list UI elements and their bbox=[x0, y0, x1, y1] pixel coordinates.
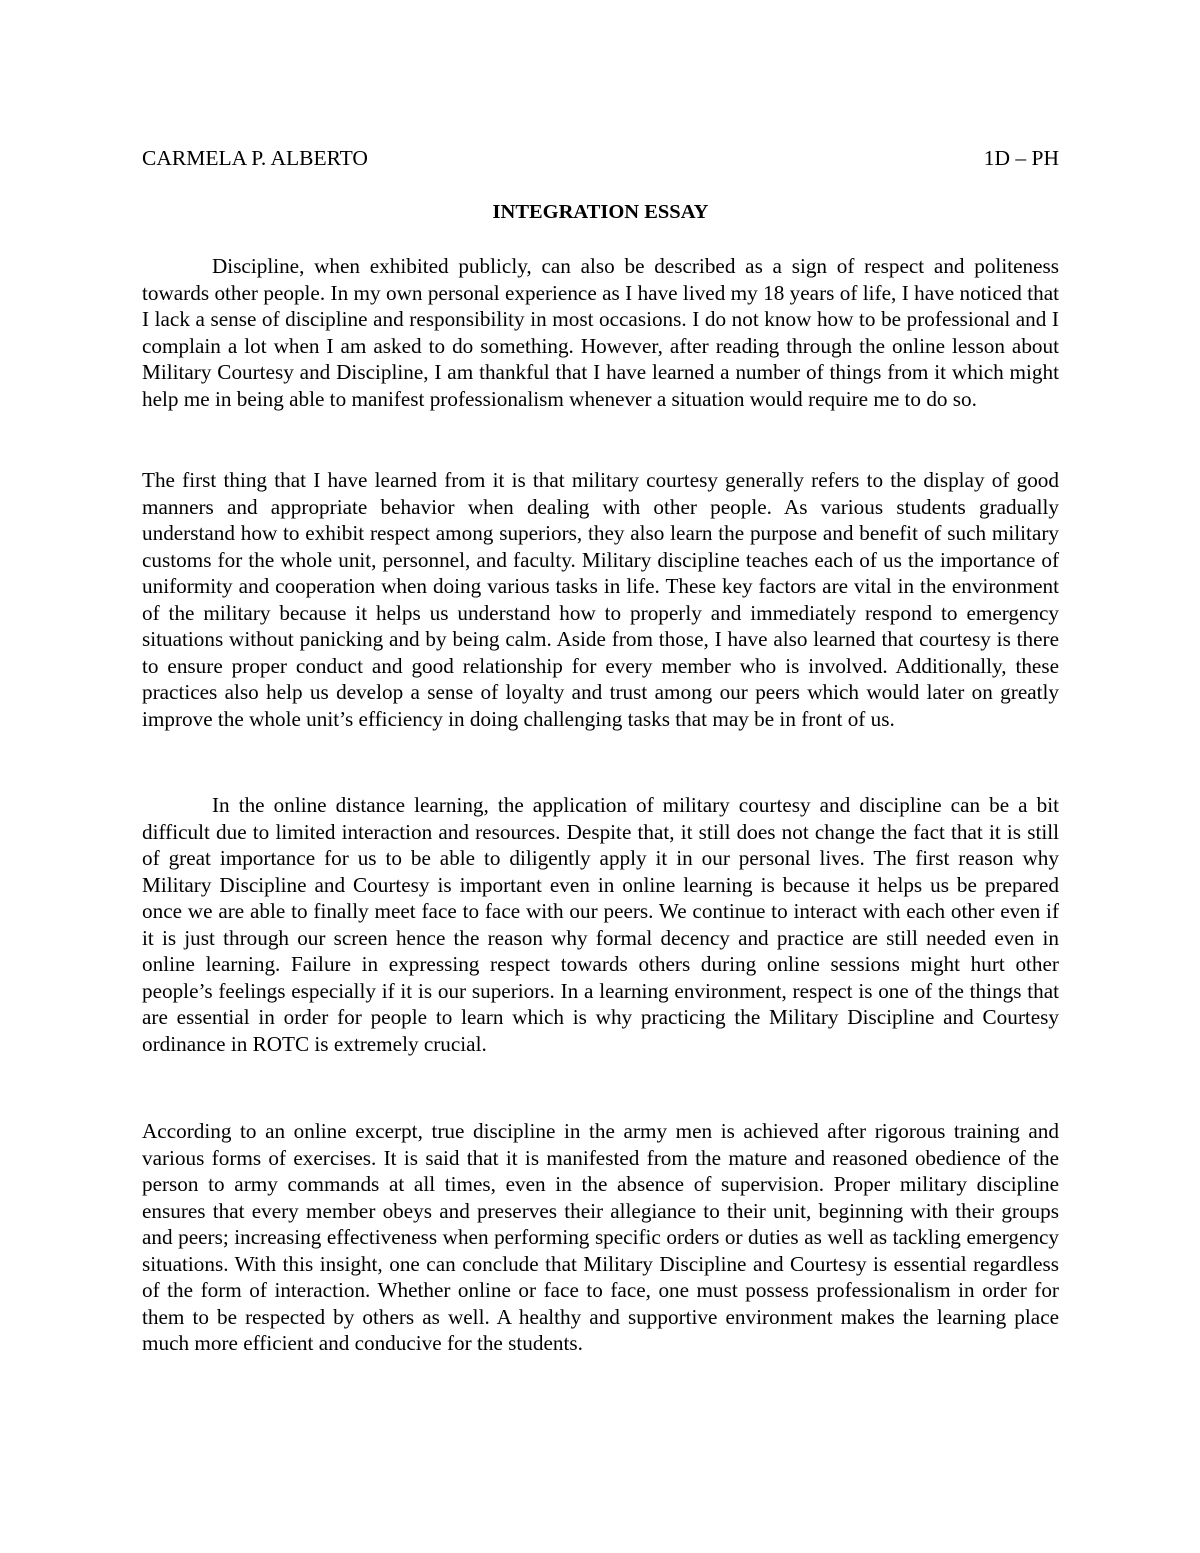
section-code: 1D – PH bbox=[983, 146, 1059, 170]
essay-paragraph-3: In the online distance learning, the application of military courtesy and discipline can be a bit difficult due to limited interaction and resources. Despite that, it still does not change the fact that it is still of great importance for us to be able to diligently apply it in our personal lives. The first reason why Military Discipline and Courtesy is important even in online learning is because it helps us be prepared once we are able to finally meet face to face with our peers. We continue to interact with each other even if it is just through our screen hence the reason why formal decency and practice are still needed even in online learning. Failure in expressing respect towards others during online sessions might hurt other people’s feelings especially if it is our superiors. In a learning environment, respect is one of the things that are essential in order for people to learn which is why practicing the Military Discipline and Courtesy ordinance in ROTC is extremely crucial. bbox=[142, 793, 1059, 1056]
essay-paragraph-4: According to an online excerpt, true discipline in the army men is achieved after rigorous training and various forms of exercises. It is said that it is manifested from the mature and reasoned obedience of the person to army commands at all times, even in the absence of supervision. Proper military discipline ensures that every member obeys and preserves their allegiance to their unit, beginning with their groups and peers; increasing effectiveness when performing specific orders or duties as well as tackling emergency situations. With this insight, one can conclude that Military Discipline and Courtesy is essential regardless of the form of interaction. Whether online or face to face, one must possess professionalism in order for them to be respected by others as well. A healthy and supportive environment makes the learning place much more efficient and conducive for the students. bbox=[142, 1119, 1059, 1355]
document-header bbox=[142, 143, 1059, 173]
essay-paragraph-1: Discipline, when exhibited publicly, can also be described as a sign of respect and politeness towards other people. In my own personal experience as I have lived my 18 years of life, I have noticed that I lack a sense of discipline and responsibility in most occasions. I do not know how to be professional and I complain a lot when I am asked to do something. However, after reading through the online lesson about Military Courtesy and Discipline, I am thankful that I have learned a number of things from it which might help me in being able to manifest professionalism whenever a situation would require me to do so. bbox=[142, 254, 1059, 411]
author-name: CARMELA P. ALBERTO bbox=[142, 146, 368, 170]
essay-title: INTEGRATION ESSAY bbox=[492, 201, 709, 223]
essay-paragraph-2: The first thing that I have learned from it is that military courtesy generally refers to the display of good manners and appropriate behavior when dealing with other people. As various students gradually understand how to exhibit respect among superiors, they also learn the purpose and benefit of such military customs for the whole unit, personnel, and faculty. Military discipline teaches each of us the importance of uniformity and cooperation when doing various tasks in life. These key factors are vital in the environment of the military because it helps us understand how to properly and immediately respond to emergency situations without panicking and by being calm. Aside from those, I have also learned that courtesy is there to ensure proper conduct and good relationship for every member who is involved. Additionally, these practices also help us develop a sense of loyalty and trust among our peers which would later on greatly improve the whole unit’s efficiency in doing challenging tasks that may be in front of us. bbox=[142, 468, 1059, 731]
